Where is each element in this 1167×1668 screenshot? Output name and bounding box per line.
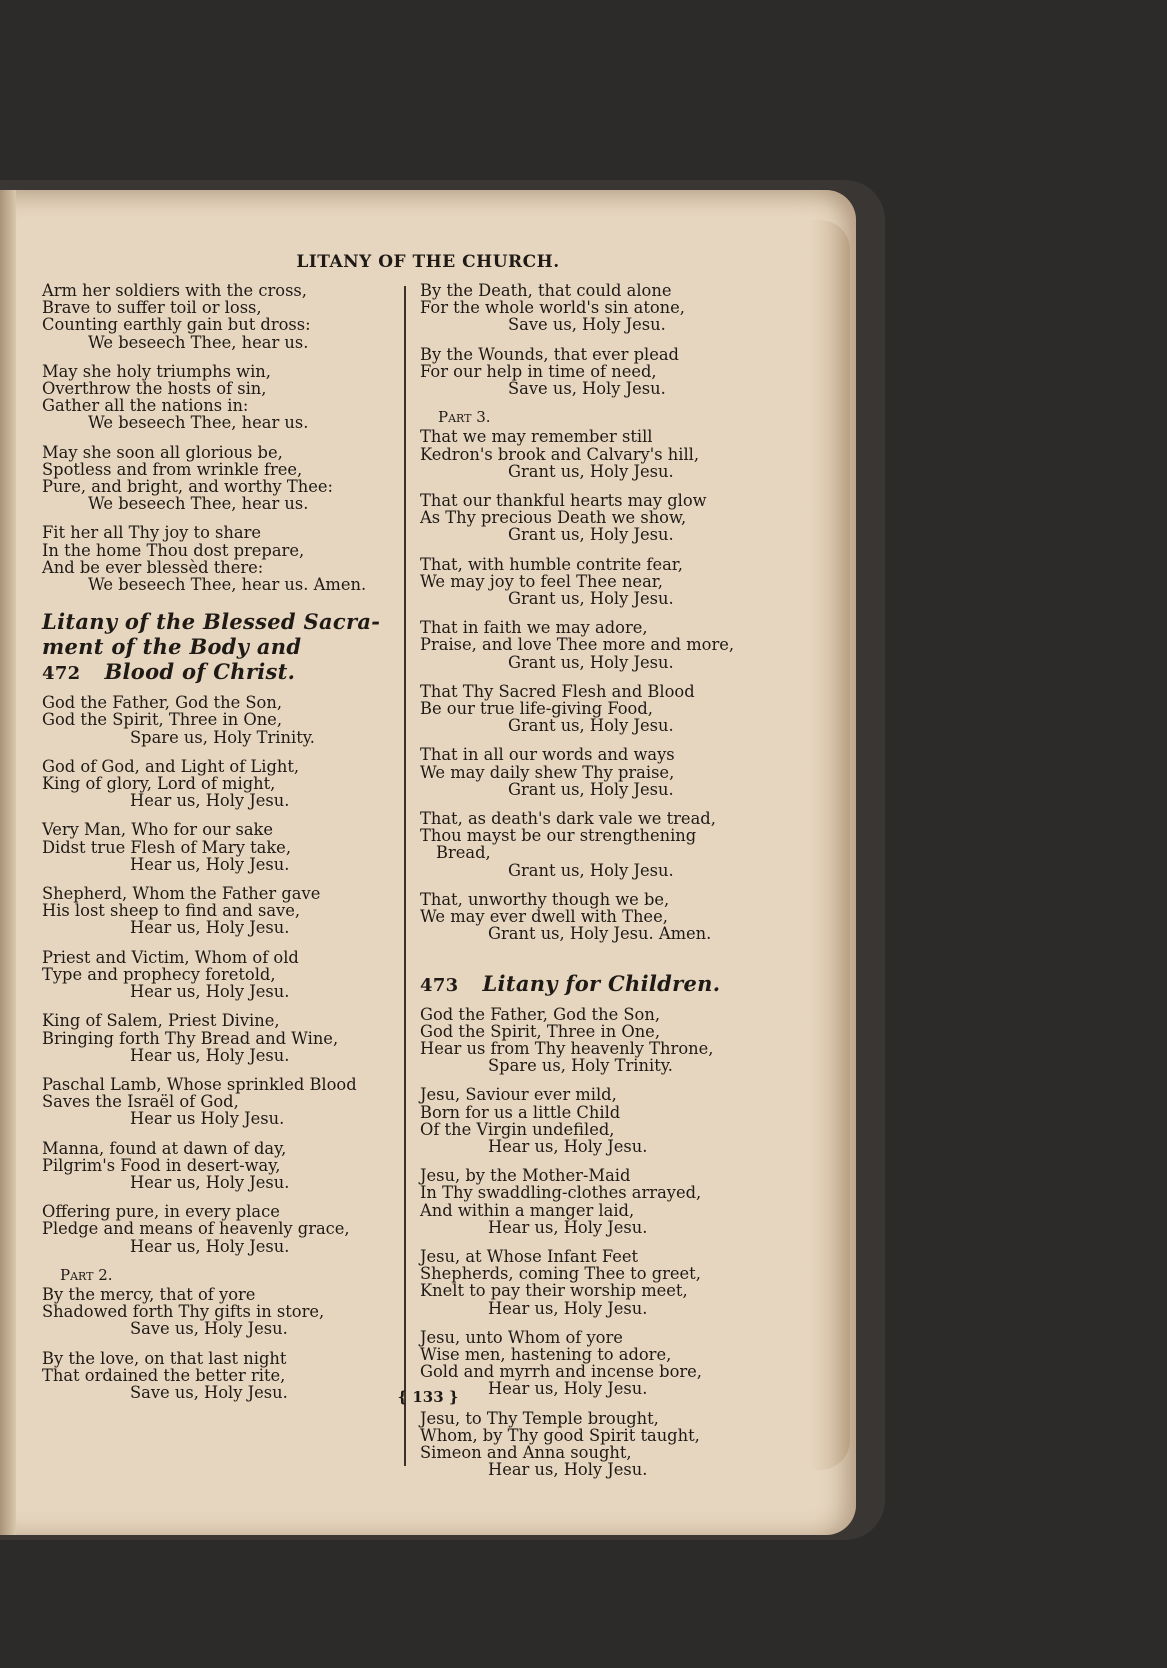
stanza	[420, 891, 780, 943]
verse-line: Spare us, Holy Trinity.	[130, 727, 315, 747]
verse-line: Grant us, Holy Jesu.	[508, 779, 674, 799]
verse-line: Hear us, Holy Jesu.	[130, 1045, 290, 1065]
verse-line: Hear us, Holy Jesu.	[488, 1379, 648, 1399]
left-column	[42, 282, 397, 1413]
stanza	[42, 949, 397, 1001]
verse-line: Jesu, unto Whom of yore	[420, 1327, 623, 1347]
verse-line: We may ever dwell with Thee,	[420, 907, 668, 927]
verse-line: God the Spirit, Three in One,	[420, 1021, 660, 1041]
part-heading: Part 3.	[438, 408, 491, 427]
verse-line: And be ever blessèd there:	[42, 557, 264, 577]
verse-line: Pure, and bright, and worthy Thee:	[42, 477, 334, 497]
verse-line: That we may remember still	[420, 427, 653, 447]
verse-line: Save us, Holy Jesu.	[130, 1382, 288, 1402]
verse-line: We may joy to feel Thee near,	[420, 571, 663, 591]
verse-line: Save us, Holy Jesu.	[508, 379, 666, 399]
verse-line: Jesu, at Whose Infant Feet	[420, 1246, 639, 1266]
verse-line: For the whole world's sin atone,	[420, 298, 685, 318]
verse-line: Manna, found at dawn of day,	[42, 1138, 287, 1158]
verse-line: God the Father, God the Son,	[420, 1004, 661, 1024]
stanza	[42, 694, 397, 746]
verse-line: God the Spirit, Three in One,	[42, 710, 282, 730]
verse-line: And within a manger laid,	[420, 1200, 635, 1220]
hymn-number: 472	[42, 663, 81, 685]
stanza	[42, 758, 397, 810]
hymn-title-473	[420, 971, 780, 998]
verse-line: Hear us, Holy Jesu.	[488, 1460, 648, 1480]
page-edge-stain	[810, 220, 850, 1470]
verse-line: Shadowed forth Thy gifts in store,	[42, 1302, 325, 1322]
stanza	[420, 1006, 780, 1075]
hymnal-page	[0, 190, 856, 1535]
verse-line: Hear us, Holy Jesu.	[488, 1136, 648, 1156]
stanza	[420, 619, 780, 671]
verse-line: Hear us, Holy Jesu.	[130, 1172, 290, 1192]
verse-line: Overthrow the hosts of sin,	[42, 379, 267, 399]
stanza	[420, 746, 780, 798]
verse-line: We beseech Thee, hear us.	[88, 413, 309, 433]
stanza	[42, 1140, 397, 1192]
verse-line: Pledge and means of heavenly grace,	[42, 1219, 350, 1239]
verse-line: God of God, and Light of Light,	[42, 756, 300, 776]
verse-line: By the love, on that last night	[42, 1348, 287, 1368]
verse-line: By the Death, that could alone	[420, 281, 672, 300]
verse-line: Offering pure, in every place	[42, 1202, 280, 1222]
stanza	[420, 346, 780, 398]
verse-line: Bread,	[436, 843, 491, 863]
verse-line: By the Wounds, that ever plead	[420, 344, 679, 364]
stanza	[420, 282, 780, 334]
page-number: { 133 }	[397, 1388, 459, 1406]
verse-line: Shepherds, coming Thee to greet,	[420, 1264, 701, 1284]
verse-line: We beseech Thee, hear us. Amen.	[88, 575, 367, 595]
verse-line: Hear us from Thy heavenly Throne,	[420, 1038, 714, 1058]
verse-line: May she soon all glorious be,	[42, 442, 283, 462]
verse-line: Jesu, by the Mother-Maid	[420, 1166, 631, 1186]
stanza	[42, 282, 397, 351]
stanza	[420, 428, 780, 480]
page-gutter	[0, 190, 16, 1535]
verse-line: Very Man, Who for our sake	[42, 820, 274, 840]
verse-line: Whom, by Thy good Spirit taught,	[420, 1425, 700, 1445]
right-column	[420, 282, 780, 1490]
verse-line: We beseech Thee, hear us.	[88, 494, 309, 514]
stanza	[42, 1012, 397, 1064]
verse-line: Simeon and Anna sought,	[420, 1442, 632, 1462]
hymn-title-line: ment of the Body and	[42, 634, 302, 660]
hymn-title-472	[42, 609, 397, 686]
stanza	[420, 492, 780, 544]
verse-line: We may daily shew Thy praise,	[420, 762, 675, 782]
verse-line: Jesu, Saviour ever mild,	[420, 1085, 617, 1105]
verse-line: Gold and myrrh and incense bore,	[420, 1362, 702, 1382]
stanza	[42, 821, 397, 873]
verse-line: Spotless and from wrinkle free,	[42, 459, 303, 479]
verse-line: Grant us, Holy Jesu.	[508, 860, 674, 880]
stanza	[420, 556, 780, 608]
stanza	[420, 1167, 780, 1236]
verse-line: Arm her soldiers with the cross,	[42, 281, 307, 300]
verse-line: Pilgrim's Food in desert-way,	[42, 1155, 281, 1175]
column-rule	[404, 286, 406, 1466]
verse-line: God the Father, God the Son,	[42, 693, 283, 713]
stanza	[420, 1248, 780, 1317]
verse-line: Hear us, Holy Jesu.	[488, 1298, 648, 1318]
verse-line: Born for us a little Child	[420, 1102, 621, 1122]
verse-line: King of glory, Lord of might,	[42, 774, 276, 794]
stanza	[42, 1203, 397, 1255]
verse-line: Save us, Holy Jesu.	[130, 1319, 288, 1339]
verse-line: That Thy Sacred Flesh and Blood	[420, 681, 695, 701]
verse-line: Thou mayst be our strengthening	[420, 826, 697, 846]
verse-line: Grant us, Holy Jesu.	[508, 461, 674, 481]
verse-line: That in faith we may adore,	[420, 618, 648, 638]
stanza	[42, 444, 397, 513]
verse-line: Grant us, Holy Jesu.	[508, 589, 674, 609]
stanza	[420, 683, 780, 735]
verse-line: Hear us Holy Jesu.	[130, 1109, 285, 1129]
verse-line: Of the Virgin undefiled,	[420, 1119, 615, 1139]
verse-line: Counting earthly gain but dross:	[42, 315, 311, 335]
stanza	[42, 885, 397, 937]
running-head: LITANY OF THE CHURCH.	[296, 252, 560, 272]
stanza	[420, 1410, 780, 1479]
verse-line: Priest and Victim, Whom of old	[42, 947, 299, 967]
hymn-number: 473	[420, 974, 459, 996]
verse-line: May she holy triumphs win,	[42, 361, 271, 381]
verse-line: Saves the Israël of God,	[42, 1092, 239, 1112]
verse-line: Knelt to pay their worship meet,	[420, 1281, 688, 1301]
stanza	[420, 810, 780, 879]
verse-line: That our thankful hearts may glow	[420, 491, 707, 511]
hymn-title-line: 472 Blood of Christ.	[42, 659, 296, 685]
verse-line: Grant us, Holy Jesu.	[508, 716, 674, 736]
verse-line: As Thy precious Death we show,	[420, 508, 687, 528]
hymn-title-line: Litany of the Blessed Sacra-	[42, 609, 381, 635]
verse-line: Fit her all Thy joy to share	[42, 523, 262, 543]
verse-line: Hear us, Holy Jesu.	[130, 982, 290, 1002]
verse-line: Spare us, Holy Trinity.	[488, 1056, 673, 1076]
verse-line: Hear us, Holy Jesu.	[130, 918, 290, 938]
verse-line: That in all our words and ways	[420, 745, 675, 765]
verse-line: For our help in time of need,	[420, 361, 657, 381]
hymn-title-line: 473 Litany for Children.	[420, 970, 721, 996]
verse-line: Kedron's brook and Calvary's hill,	[420, 444, 700, 464]
verse-line: Grant us, Holy Jesu. Amen.	[488, 924, 712, 944]
part-heading: Part 2.	[60, 1265, 113, 1284]
verse-line: Jesu, to Thy Temple brought,	[420, 1408, 659, 1428]
verse-line: In the home Thou dost prepare,	[42, 540, 305, 560]
verse-line: Hear us, Holy Jesu.	[130, 1236, 290, 1256]
verse-line: That ordained the better rite,	[42, 1365, 286, 1385]
verse-line: Didst true Flesh of Mary take,	[42, 837, 291, 857]
verse-line: That, with humble contrite fear,	[420, 554, 683, 574]
verse-line: Type and prophecy foretold,	[42, 964, 276, 984]
verse-line: In Thy swaddling-clothes arrayed,	[420, 1183, 702, 1203]
stanza	[42, 524, 397, 593]
verse-line: Gather all the nations in:	[42, 396, 249, 416]
stanza	[42, 1076, 397, 1128]
stanza	[420, 1086, 780, 1155]
verse-line: Bringing forth Thy Bread and Wine,	[42, 1028, 339, 1048]
verse-line: King of Salem, Priest Divine,	[42, 1011, 280, 1031]
verse-line: Hear us, Holy Jesu.	[130, 791, 290, 811]
verse-line: Hear us, Holy Jesu.	[130, 854, 290, 874]
verse-line: That, unworthy though we be,	[420, 889, 670, 909]
verse-line: Praise, and love Thee more and more,	[420, 635, 735, 655]
verse-line: Shepherd, Whom the Father gave	[42, 884, 321, 904]
verse-line: Grant us, Holy Jesu.	[508, 652, 674, 672]
verse-line: Hear us, Holy Jesu.	[488, 1217, 648, 1237]
verse-line: Be our true life-giving Food,	[420, 699, 653, 719]
verse-line: Save us, Holy Jesu.	[508, 315, 666, 335]
verse-line: Brave to suffer toil or loss,	[42, 298, 262, 318]
verse-line: That, as death's dark vale we tread,	[420, 809, 716, 829]
verse-line: We beseech Thee, hear us.	[88, 332, 309, 352]
verse-line: By the mercy, that of yore	[42, 1284, 256, 1304]
stanza	[42, 363, 397, 432]
verse-line: Paschal Lamb, Whose sprinkled Blood	[42, 1074, 357, 1094]
verse-line: Wise men, hastening to adore,	[420, 1344, 672, 1364]
stanza	[42, 1286, 397, 1338]
verse-line: His lost sheep to find and save,	[42, 901, 301, 921]
verse-line: Grant us, Holy Jesu.	[508, 525, 674, 545]
